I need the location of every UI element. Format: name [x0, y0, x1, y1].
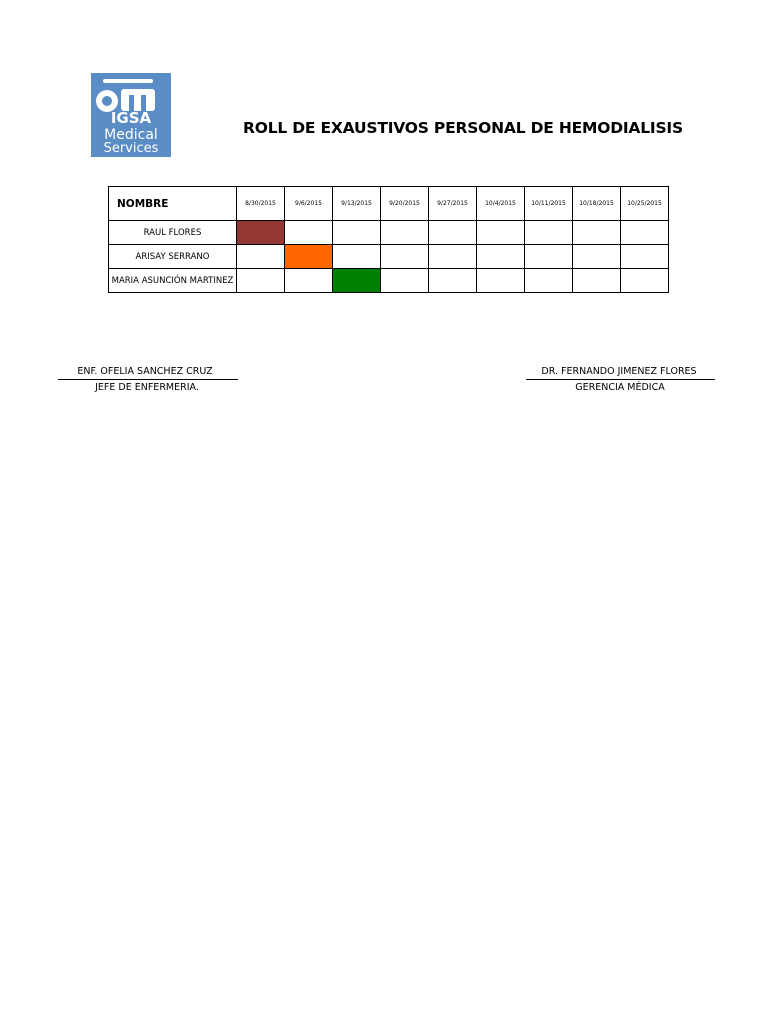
date-column-header: 10/18/2015 [573, 187, 621, 221]
employee-name: MARIA ASUNCIÓN MARTINEZ [109, 269, 237, 293]
logo-line-3: Services [103, 141, 159, 156]
schedule-cell [573, 245, 621, 269]
date-column-header: 9/6/2015 [285, 187, 333, 221]
schedule-cell [525, 269, 573, 293]
schedule-cell [573, 221, 621, 245]
left-signatory-name: ENF. OFELIA SANCHEZ CRUZ [77, 366, 213, 377]
schedule-cell [477, 221, 525, 245]
elephant-icon [91, 73, 171, 157]
schedule-cell [381, 269, 429, 293]
date-column-header: 9/20/2015 [381, 187, 429, 221]
table-row [109, 245, 669, 269]
schedule-cell [237, 245, 285, 269]
logo-line-2: Medical [104, 127, 158, 143]
date-column-header: 9/13/2015 [333, 187, 381, 221]
schedule-cell [429, 245, 477, 269]
schedule-cell [621, 221, 669, 245]
schedule-cell [381, 221, 429, 245]
schedule-cell [285, 221, 333, 245]
employee-name: RAUL FLORES [109, 221, 237, 245]
schedule-cell [477, 245, 525, 269]
schedule-cell [525, 221, 573, 245]
schedule-cell [621, 245, 669, 269]
schedule-cell [525, 245, 573, 269]
marked-schedule-cell [237, 221, 285, 245]
left-signature-line [58, 379, 238, 380]
schedule-cell [621, 269, 669, 293]
date-column-header: 9/27/2015 [429, 187, 477, 221]
right-signature-line [526, 379, 715, 380]
right-signatory-role: GERENCIA MÉDICA [575, 382, 665, 393]
schedule-cell [477, 269, 525, 293]
date-column-header: 10/25/2015 [621, 187, 669, 221]
date-column-header: 10/11/2015 [525, 187, 573, 221]
table-header-row [109, 187, 669, 221]
document-title: ROLL DE EXAUSTIVOS PERSONAL DE HEMODIALISIS [243, 119, 683, 137]
right-signatory-name: DR. FERNANDO JIMENEZ FLORES [541, 366, 697, 377]
name-column-header: NOMBRE [109, 187, 237, 221]
schedule-cell [429, 221, 477, 245]
schedule-cell [333, 221, 381, 245]
employee-name: ARISAY SERRANO [109, 245, 237, 269]
schedule-cell [333, 245, 381, 269]
table-row [109, 269, 669, 293]
date-column-header: 8/30/2015 [237, 187, 285, 221]
logo-line-1: IGSA [110, 109, 152, 127]
marked-schedule-cell [333, 269, 381, 293]
table-row [109, 221, 669, 245]
date-column-header: 10/4/2015 [477, 187, 525, 221]
schedule-cell [285, 269, 333, 293]
schedule-cell [573, 269, 621, 293]
company-logo [91, 73, 171, 157]
schedule-cell [381, 245, 429, 269]
roll-table [108, 186, 669, 293]
left-signatory-role: JEFE DE ENFERMERIA. [95, 382, 199, 393]
schedule-cell [429, 269, 477, 293]
schedule-cell [237, 269, 285, 293]
marked-schedule-cell [285, 245, 333, 269]
